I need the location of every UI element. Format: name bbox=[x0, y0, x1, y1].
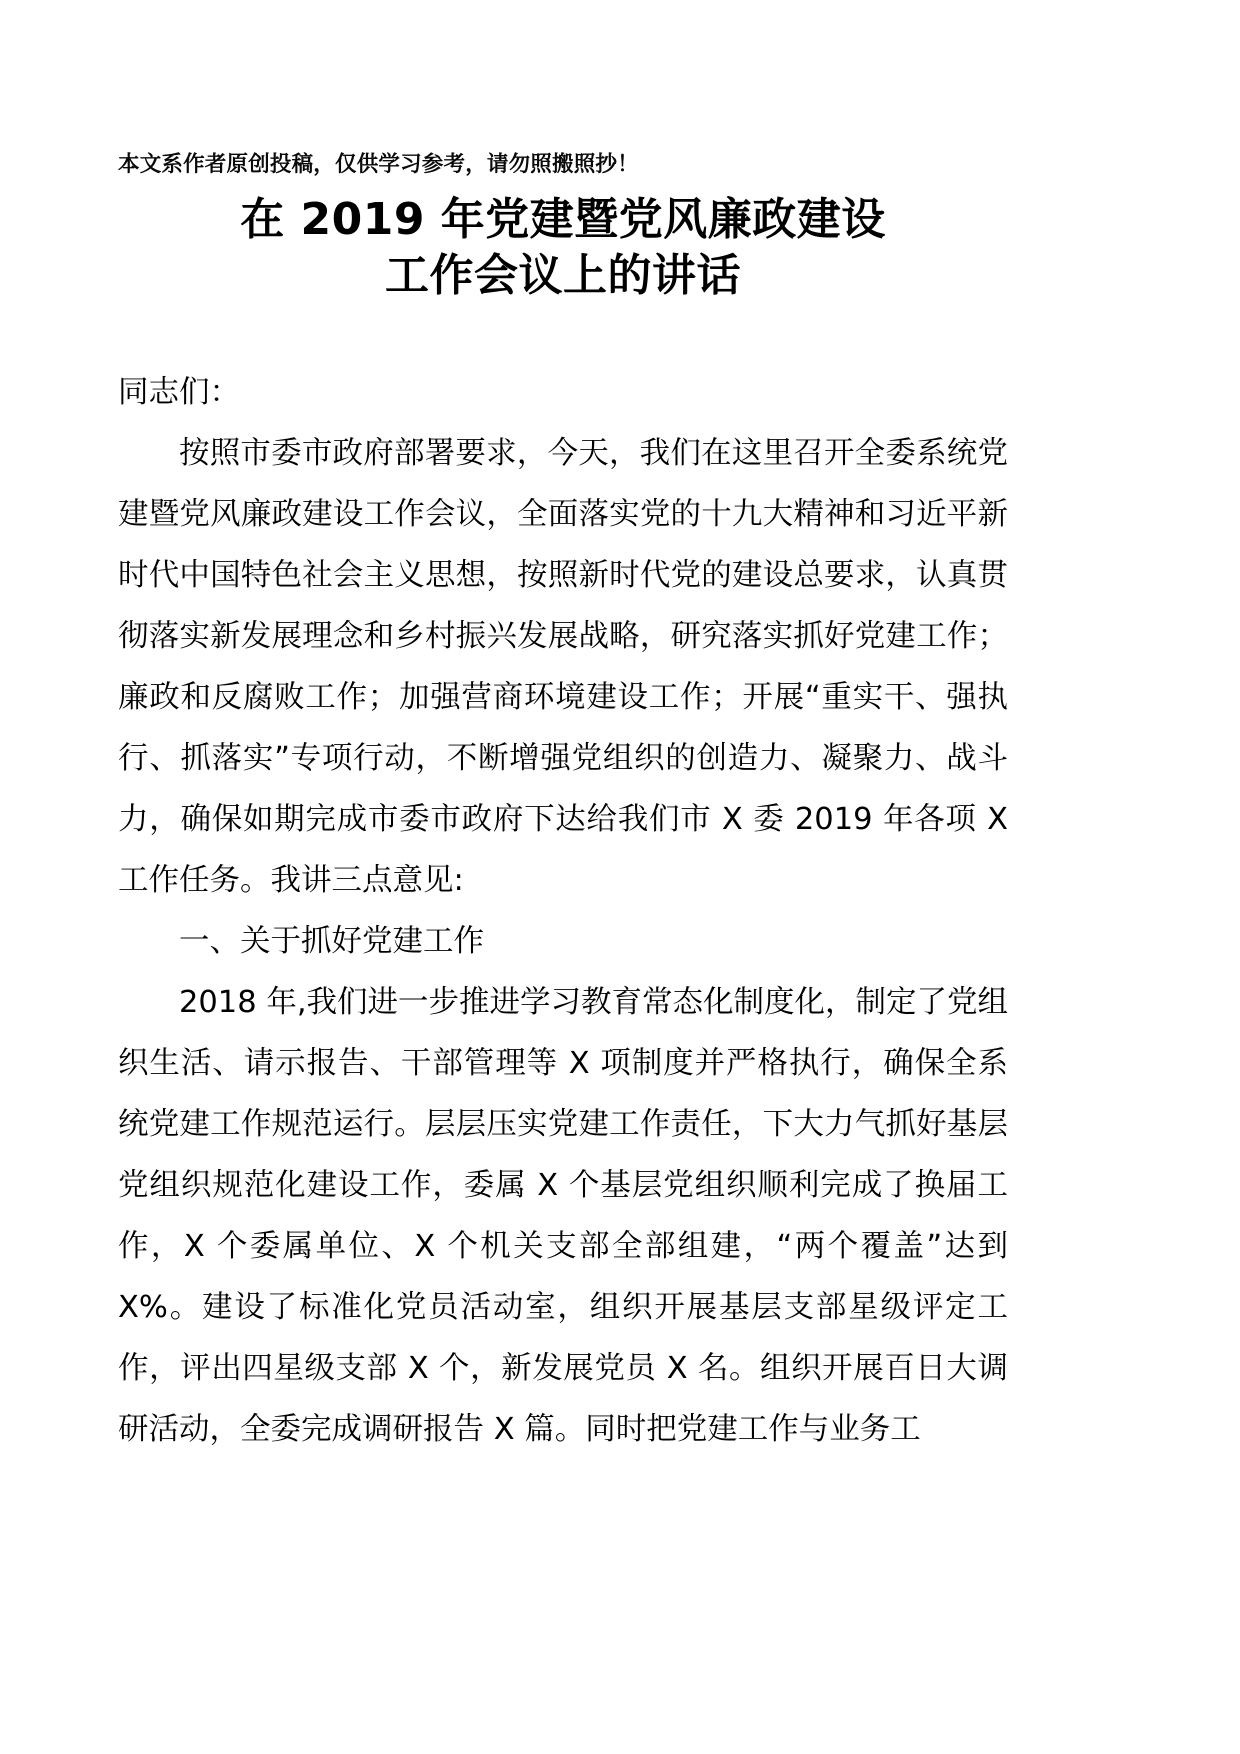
paragraph-opening: 按照市委市政府部署要求，今天，我们在这里召开全委系统党建暨党风廉政建设工作会议，全面落实党的十九大精神和习近平新时代中国特色社会主义思想，按照新时代党的建设总要求，认真贯彻落实新发展理念和乡村振兴发展战略，研究落实抓好党建工作；廉政和反腐败工作；加强营商环境建设工作；开展“重实干、强执行、抓落实”专项行动，不断增强党组织的创造力、凝聚力、战斗力，确保如期完成市委市政府下达给我们市 X 委 2019 年各项 X 工作任务。我讲三点意见: bbox=[118, 436, 1008, 899]
title-line-2: 工作会议上的讲话 bbox=[385, 250, 741, 302]
document-body bbox=[118, 304, 1008, 1460]
salutation: 同志们： bbox=[118, 375, 240, 411]
section-heading-one: 一、关于抓好党建工作 bbox=[179, 924, 484, 960]
page-title bbox=[118, 178, 1008, 305]
document-content bbox=[118, 0, 1008, 1460]
copyright-note: 本文系作者原创投稿，仅供学习参考，请勿照搬照抄！ bbox=[118, 152, 639, 177]
title-line-1: 在 2019 年党建暨党风廉政建设 bbox=[240, 193, 886, 245]
paragraph-party-building: 2018 年,我们进一步推进学习教育常态化制度化，制定了党组织生活、请示报告、干部管理等 X 项制度并严格执行，确保全系统党建工作规范运行。层层压实党建工作责任，下大力气抓好基层党组织规范化建设工作，委属 X 个基层党组织顺利完成了换届工作，X 个委属单位、X 个机关支部全部组建，“两个覆盖”达到 X%。建设了标准化党员活动室，组织开展基层支部星级评定工作，评出四星级支部 X 个，新发展党员 X 名。组织开展百日大调研活动，全委完成调研报告 X 篇。同时把党建工作与业务工 bbox=[118, 985, 1009, 1448]
